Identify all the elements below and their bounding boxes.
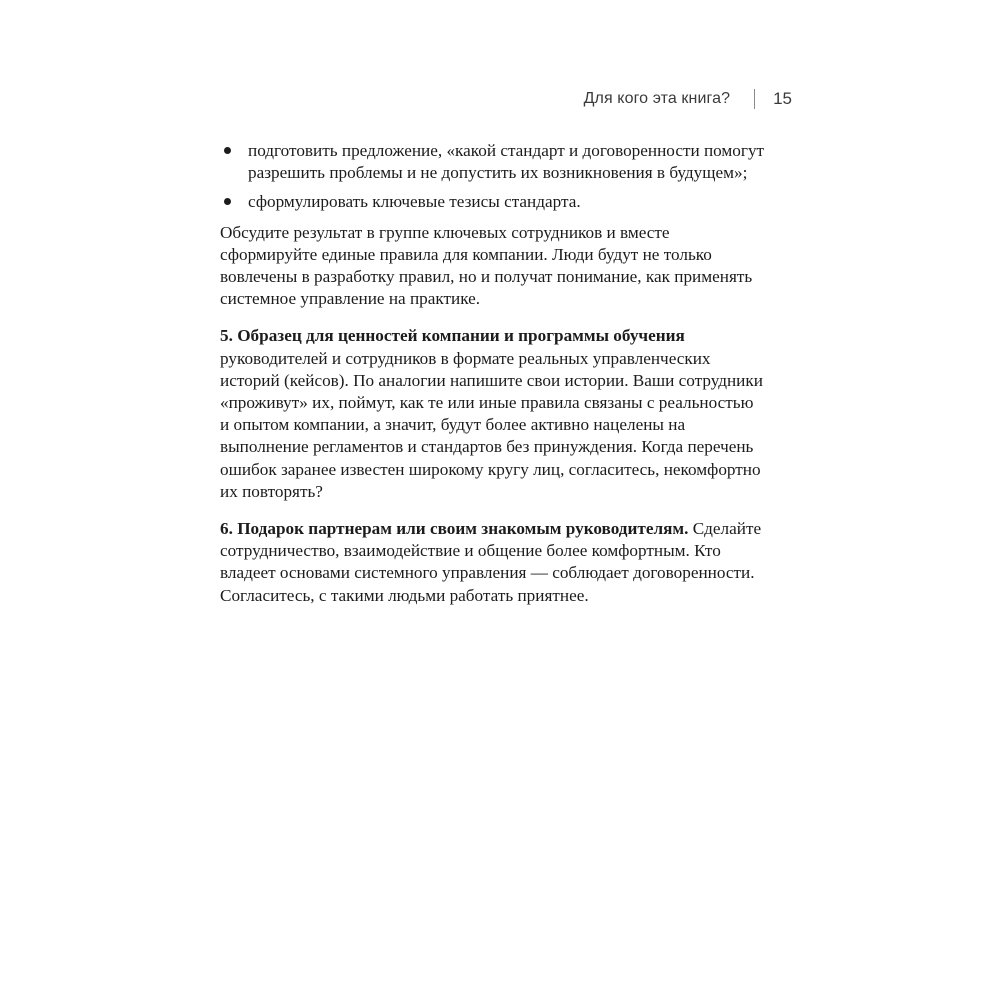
item-5-text: руководителей и сотрудников в формате реальных управленческих историй (кейсов). По аналогии напишите свои истории. Ваши сотрудники «проживут» их, поймут, как те или иные правила связаны с реальностью и опытом компании, а значит, будут более активно нацелены на выполнение регламентов и стандартов без принуждения. Когда перечень ошибок заранее известен широкому кругу лиц, согласитесь, некомфортно их повторять? (220, 348, 763, 501)
item-6-heading: 6. Подарок партнерам или своим знакомым руководителям. (220, 519, 689, 539)
list-item-text: подготовить предложение, «какой стандарт и договоренности помогут разрешить проблемы и не допустить их возникновения в будущем»; (248, 141, 765, 183)
list-item (220, 140, 765, 184)
paragraph-item-5 (220, 325, 765, 503)
item-5-heading: 5. Образец для ценностей компании и программы обучения (220, 326, 685, 346)
list-item (220, 191, 765, 213)
bullet-list (220, 140, 765, 214)
running-head (584, 86, 792, 112)
item-6-text: Сделайте сотрудничество, взаимодействие и общение более комфортным. Кто владеет основами системного управления — соблюдает договоренности. Согласитесь, с такими людьми работать приятнее. (220, 519, 762, 605)
bullet-icon (224, 147, 231, 154)
list-item-text: сформулировать ключевые тезисы стандарта. (248, 192, 581, 212)
header-divider (754, 89, 755, 109)
paragraph-item-6 (220, 518, 765, 607)
bullet-icon (224, 198, 231, 205)
page-number: 15 (773, 89, 792, 108)
paragraph-discuss: Обсудите результат в группе ключевых сотрудников и вместе сформируйте единые правила для компании. Люди будут не только вовлечены в разработку правил, но и получат понимание, как применять системное управление на практике. (220, 222, 753, 309)
chapter-title: Для кого эта книга? (583, 90, 731, 107)
page-body (220, 140, 765, 622)
